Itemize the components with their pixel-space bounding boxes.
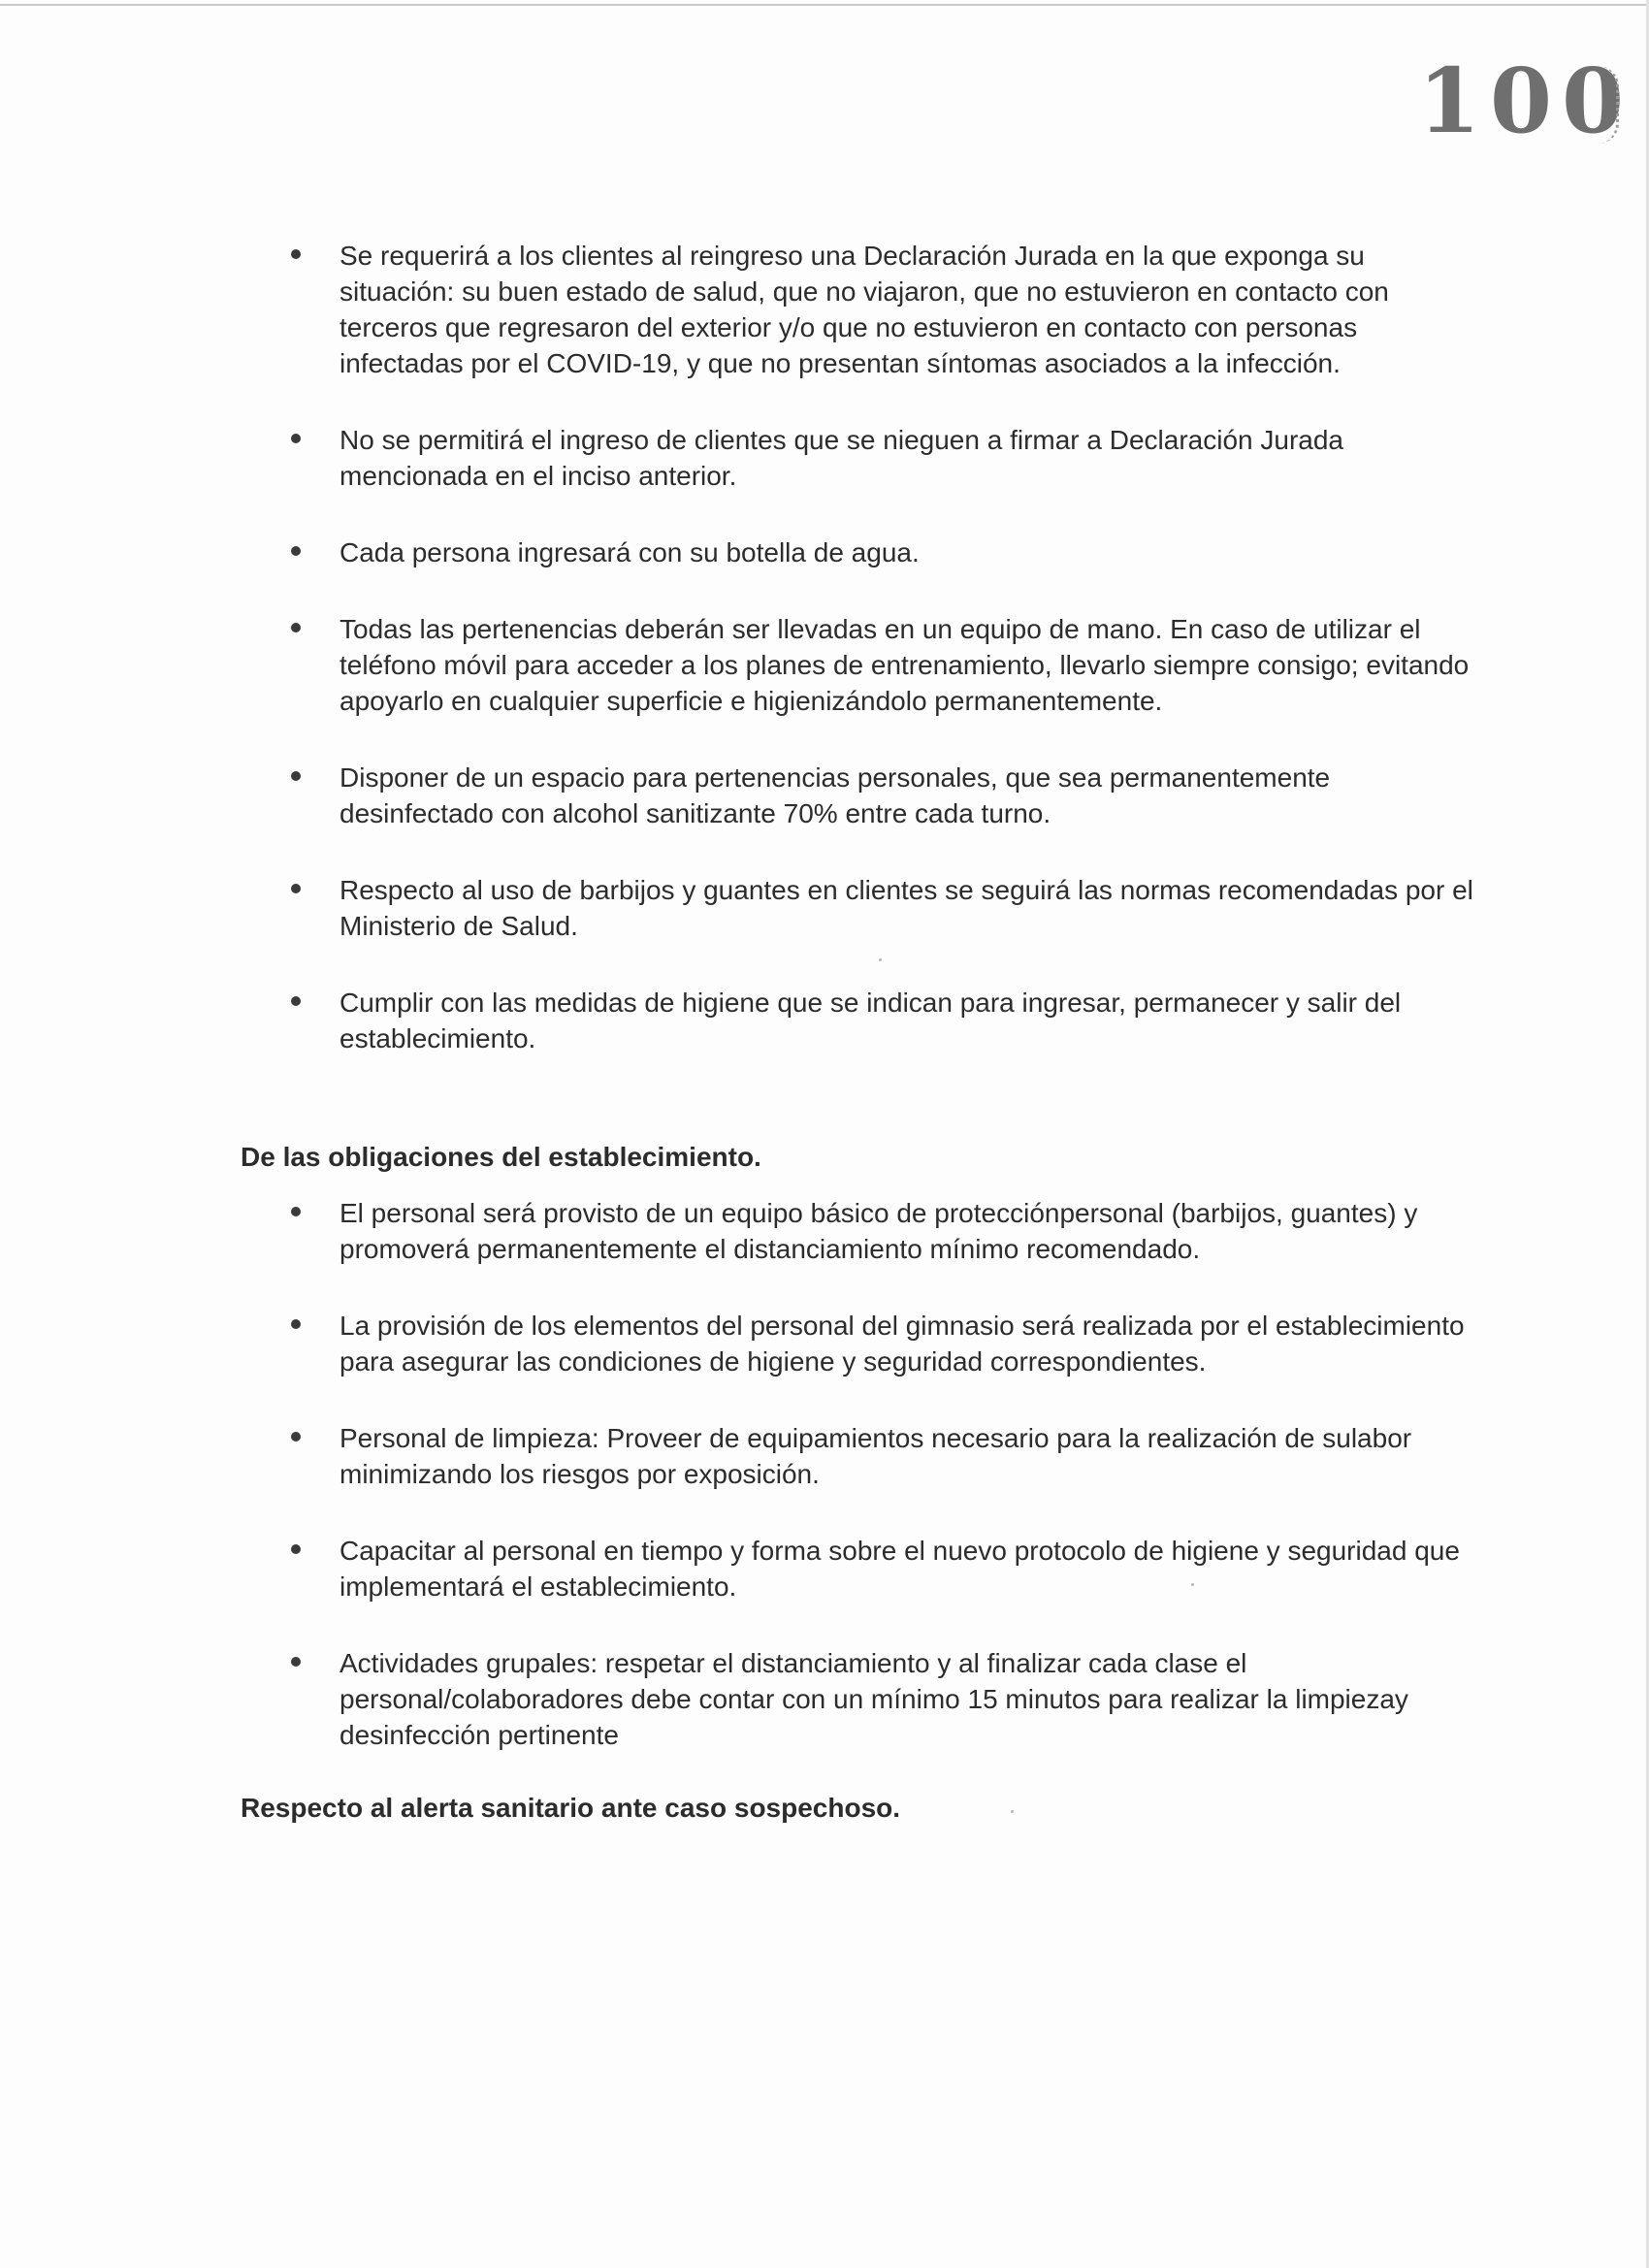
client-requirements-list <box>0 238 1649 1056</box>
list-item-text: Cada persona ingresará con su botella de agua. <box>340 537 920 567</box>
establishment-obligations-section <box>0 1195 1649 1753</box>
bullet-icon <box>291 249 301 259</box>
list-item <box>0 238 1649 381</box>
list-item <box>0 611 1649 719</box>
bullet-icon <box>291 1657 301 1667</box>
bullet-icon <box>291 546 301 556</box>
folio-stamp: 100 <box>1418 49 1634 153</box>
scan-top-edge <box>0 4 1649 6</box>
list-item-text: Todas las pertenencias deberán ser llevadas en un equipo de mano. En caso de utilizar el teléfono móvil para acceder a los planes de entrenamiento, llevarlo siempre consigo; evitando apoyarlo en cualquier superficie e higienizándolo permanentemente. <box>340 614 1470 716</box>
scan-speck <box>1011 1810 1014 1813</box>
bullet-icon <box>291 1319 301 1329</box>
list-item-text: Actividades grupales: respetar el distanciamiento y al finalizar cada clase el personal/colaboradores debe contar con un mínimo 15 minutos para realizar la limpiezay desinfección pertinente <box>340 1648 1408 1750</box>
bullet-icon <box>291 1544 301 1554</box>
list-item <box>0 1533 1649 1604</box>
list-item <box>0 535 1649 570</box>
bullet-icon <box>291 1432 301 1442</box>
list-item <box>0 760 1649 831</box>
list-item-text: No se permitirá el ingreso de clientes que se nieguen a firmar a Declaración Jurada mencionada en el inciso anterior. <box>340 425 1343 491</box>
list-item-text: Respecto al uso de barbijos y guantes en clientes se seguirá las normas recomendadas por el Ministerio de Salud. <box>340 875 1473 941</box>
list-item-text: Disponer de un espacio para pertenencias personales, que sea permanentemente desinfectado con alcohol sanitizante 70% entre cada turno. <box>340 762 1331 828</box>
list-item <box>0 1420 1649 1492</box>
bullet-icon <box>291 434 301 443</box>
list-item <box>0 872 1649 944</box>
list-item <box>0 985 1649 1056</box>
bullet-icon <box>291 996 301 1006</box>
scan-speck <box>1191 1583 1194 1586</box>
bullet-icon <box>291 1207 301 1216</box>
scan-speck <box>879 958 882 961</box>
bullet-icon <box>291 623 301 632</box>
list-item <box>0 1195 1649 1267</box>
list-item-text: Se requerirá a los clientes al reingreso una Declaración Jurada en la que exponga su situación: su buen estado de salud, que no viajaron, que no estuvieron en contacto con terceros que regresaron del exterior y/o que no estuvieron en contacto con personas infectadas por el COVID-19, y que no presentan síntomas asociados a la infección. <box>340 241 1389 378</box>
folio-stamp-partial-digit <box>1599 66 1619 144</box>
list-item-text: Capacitar al personal en tiempo y forma sobre el nuevo protocolo de higiene y seguridad que implementará el establecimiento. <box>340 1536 1460 1602</box>
list-item-text: El personal será provisto de un equipo básico de protecciónpersonal (barbijos, guantes) y promoverá permanentemente el distanciamiento mínimo recomendado. <box>340 1198 1418 1264</box>
list-item-text: Cumplir con las medidas de higiene que se indican para ingresar, permanecer y salir del establecimiento. <box>340 988 1402 1053</box>
list-item <box>0 1645 1649 1753</box>
client-requirements-section <box>0 238 1649 1056</box>
suspected-case-alert-heading: Respecto al alerta sanitario ante caso sospechoso. <box>241 1793 901 1823</box>
bullet-icon <box>291 771 301 781</box>
list-item-text: La provisión de los elementos del personal del gimnasio será realizada por el establecimiento para asegurar las condiciones de higiene y seguridad correspondientes. <box>340 1311 1465 1377</box>
list-item <box>0 1308 1649 1379</box>
bullet-icon <box>291 884 301 893</box>
establishment-obligations-list <box>0 1195 1649 1753</box>
list-item-text: Personal de limpieza: Proveer de equipamientos necesario para la realización de sulabor minimizando los riesgos por exposición. <box>340 1423 1412 1489</box>
list-item <box>0 422 1649 494</box>
establishment-obligations-heading: De las obligaciones del establecimiento. <box>241 1142 761 1172</box>
